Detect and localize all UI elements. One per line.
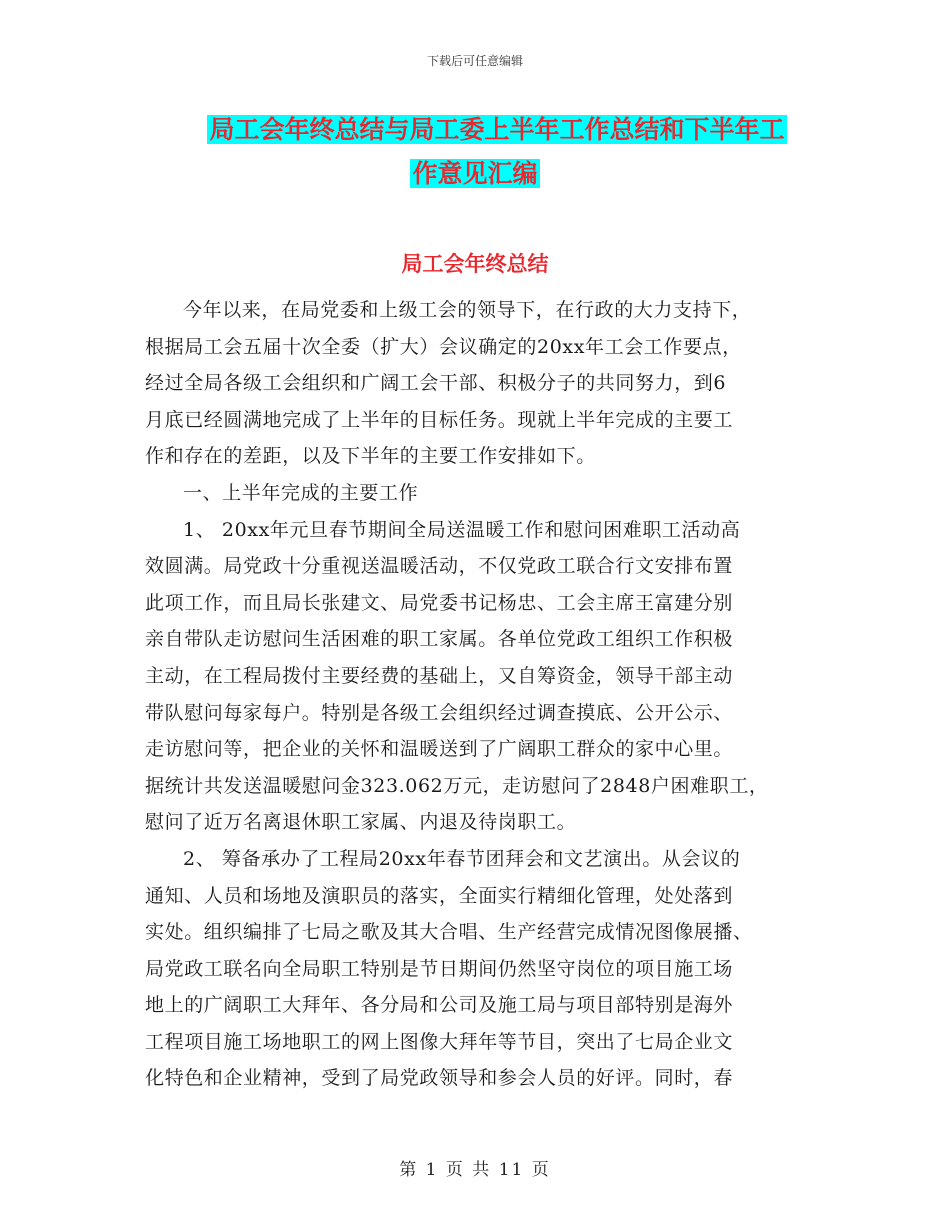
paragraph-line: 慰问了近万名离退休职工家属、内退及待岗职工。 (145, 811, 577, 834)
paragraph-line: 走访慰问等，把企业的关怀和温暖送到了广阔职工群众的家中心里。 (145, 738, 734, 761)
paragraph-line: 主动，在工程局拨付主要经费的基础上，又自筹资金，领导干部主动 (145, 664, 734, 687)
paragraph-line: 带队慰问每家每户。特别是各级工会组织经过调查摸底、公开公示、 (145, 701, 734, 724)
paragraph-line: 月底已经圆满地完成了上半年的目标任务。现就上半年完成的主要工 (145, 408, 734, 431)
paragraph-line: 局党政工联名向全局职工特别是节日期间仍然坚守岗位的项目施工场 (145, 957, 734, 980)
paragraph-line: 工程项目施工场地职工的网上图像大拜年等节目，突出了七局企业文 (145, 1030, 734, 1053)
paragraph-line: 据统计共发送温暖慰问金323.062万元，走访慰问了2848户困难职工， (145, 774, 769, 797)
page-header-note: 下载后可任意编辑 (426, 54, 523, 68)
paragraph-line: 此项工作，而且局长张建文、局党委书记杨忠、工会主席王富建分别 (145, 591, 734, 614)
document-title-line-2 (0, 157, 950, 191)
paragraph-line: 通知、人员和场地及演职员的落实，全面实行精细化管理，处处落到 (145, 884, 734, 907)
paragraph-line: 亲自带队走访慰问生活困难的职工家属。各单位党政工组织工作积极 (145, 628, 734, 651)
paragraph-line: 地上的广阔职工大拜年、各分局和公司及施工局与项目部特别是海外 (145, 994, 734, 1017)
paragraph-line: 今年以来，在局党委和上级工会的领导下，在行政的大力支持下， (183, 299, 752, 321)
document-title-text-2: 作意见汇编 (412, 159, 538, 188)
paragraph-line: 根据局工会五届十次全委（扩大）会议确定的20xx年工会工作要点， (145, 335, 742, 358)
section-title: 局工会年终总结 (401, 251, 549, 276)
page-number-footer: 第 1 页 共 11 页 (399, 1160, 551, 1180)
section-heading-line: 一、上半年完成的主要工作 (183, 481, 419, 504)
paragraph-line: 2、 筹备承办了工程局20xx年春节团拜会和文艺演出。从会议的 (183, 847, 741, 870)
paragraph-line: 作和存在的差距，以及下半年的主要工作安排如下。 (145, 445, 596, 468)
body-text (145, 292, 807, 1097)
paragraph-line: 实处。组织编排了七局之歌及其大合唱、生产经营完成情况图像展播、 (145, 921, 753, 944)
paragraph-line: 1、 20xx年元旦春节期间全局送温暖工作和慰问困难职工活动高 (183, 518, 741, 541)
paragraph-line: 经过全局各级工会组织和广阔工会干部、积极分子的共同努力，到6 (145, 372, 727, 395)
document-title-line-1 (22, 113, 950, 147)
document-title-text-1: 局工会年终总结与局工委上半年工作总结和下半年工 (209, 115, 785, 144)
paragraph-line: 化特色和企业精神，受到了局党政领导和参会人员的好评。同时，春 (145, 1067, 734, 1090)
paragraph-line: 效圆满。局党政十分重视送温暖活动，不仅党政工联合行文安排布置 (145, 555, 734, 578)
